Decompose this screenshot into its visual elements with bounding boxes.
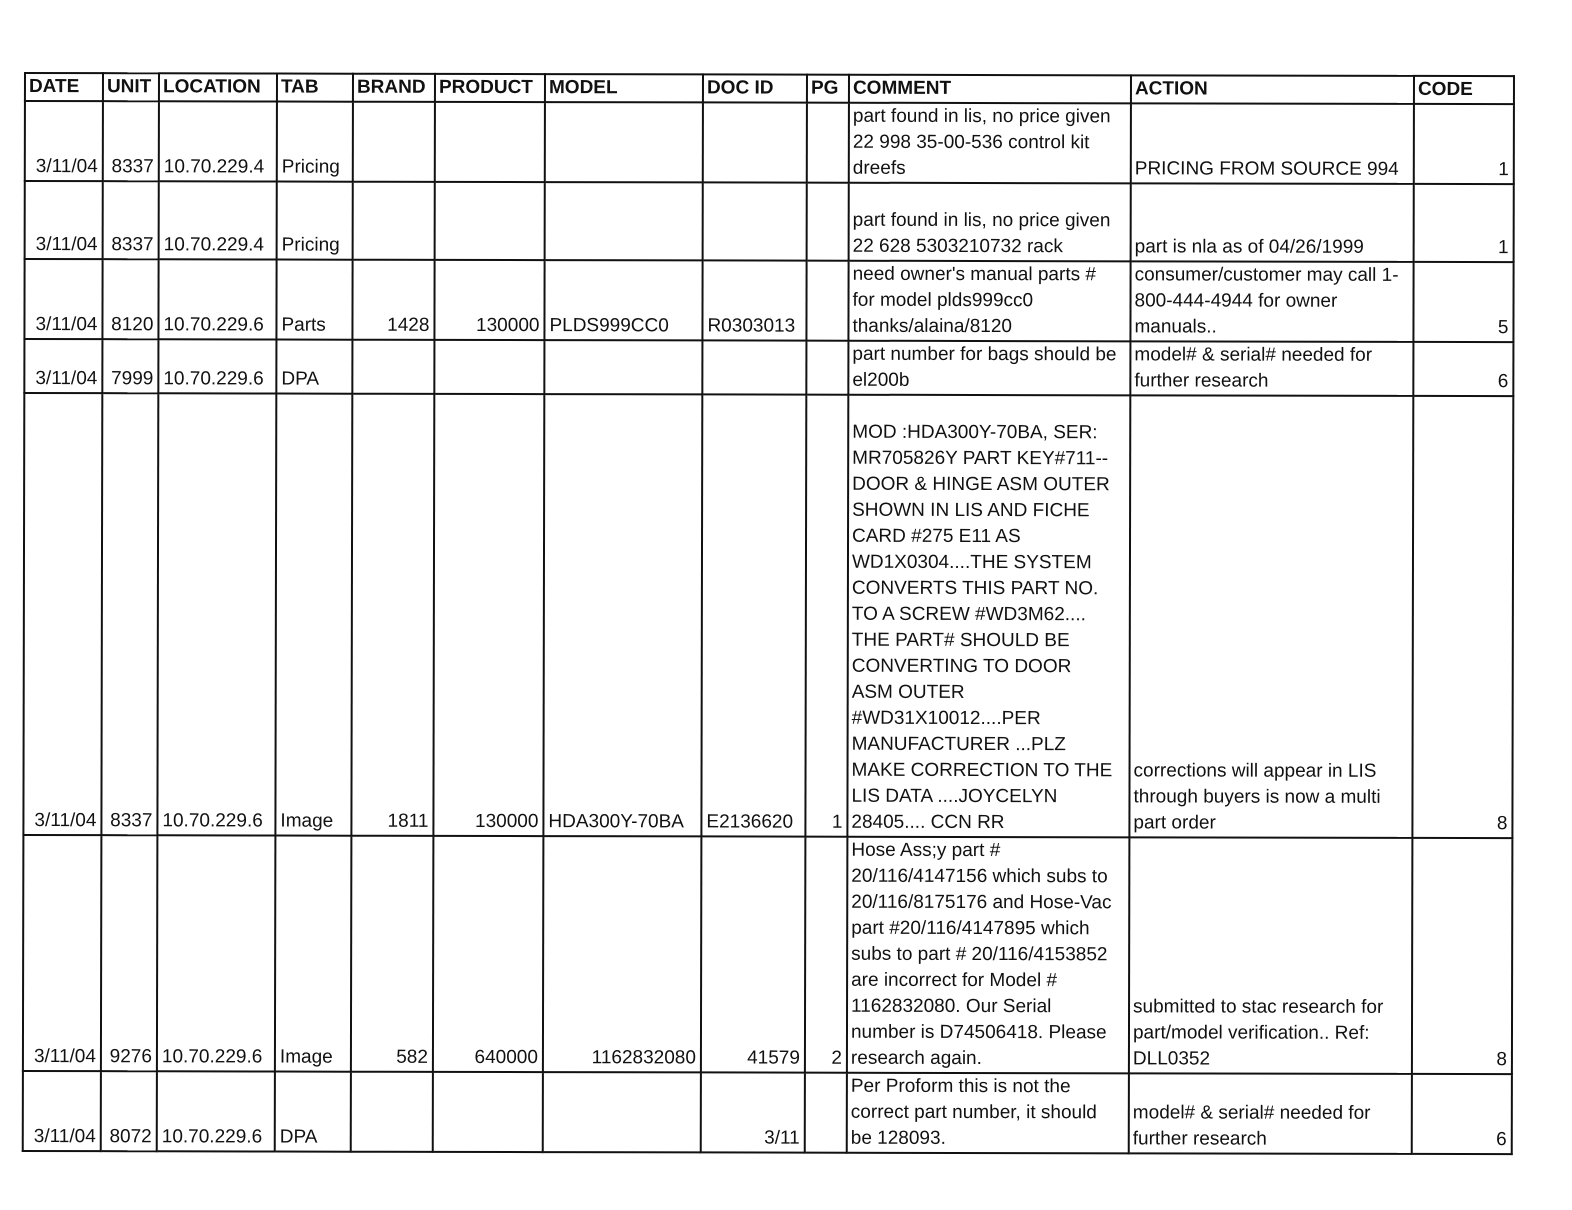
cell-location: 10.70.229.6 xyxy=(158,259,276,339)
table-row xyxy=(23,1071,1512,1154)
cell-action: model# & serial# needed for further research xyxy=(1129,1073,1412,1154)
cell-model: 1162832080 xyxy=(543,836,701,1072)
cell-unit: 8337 xyxy=(103,101,159,181)
cell-comment: part found in lis, no price given 22 998 35-00-536 control kit dreefs xyxy=(849,103,1131,184)
cell-model xyxy=(545,182,703,260)
cell-unit: 8337 xyxy=(101,393,158,835)
header-location: LOCATION xyxy=(159,73,277,101)
table-row xyxy=(24,339,1513,396)
table-row xyxy=(25,181,1514,262)
header-comment: COMMENT xyxy=(849,75,1131,104)
header-doc-id: DOC ID xyxy=(703,74,807,102)
cell-tab: Pricing xyxy=(277,182,353,260)
cell-code: 1 xyxy=(1414,104,1514,184)
cell-code: 8 xyxy=(1412,396,1513,838)
cell-brand: 1811 xyxy=(351,394,434,836)
cell-date: 3/11/04 xyxy=(23,1071,101,1151)
cell-pg xyxy=(807,183,849,261)
cell-date: 3/11/04 xyxy=(25,181,103,259)
cell-unit: 8337 xyxy=(103,181,159,259)
header-model: MODEL xyxy=(545,74,703,102)
cell-action: part is nla as of 04/26/1999 xyxy=(1131,183,1414,262)
cell-action: model# & serial# needed for further research xyxy=(1130,341,1413,396)
cell-pg xyxy=(806,261,848,341)
cell-comment: MOD :HDA300Y-70BA, SER: MR705826Y PART KEY#711-- DOOR & HINGE ASM OUTER SHOWN IN LIS AND FICHE CARD #275 E11 AS WD1X0304....THE SYSTEM CONVERTS THIS PART NO. TO A SCREW #WD3M62.... THE PART# SHOULD BE CONVERTING TO DOOR ASM OUTER #WD31X10012....PER MANUFACTURER ...PLZ MAKE CORRECTION TO THE LIS DATA ....JOYCELYN 28405.... CCN RR xyxy=(847,395,1130,838)
cell-product xyxy=(435,182,545,260)
cell-pg: 1 xyxy=(805,395,848,837)
cell-doc-id xyxy=(703,182,807,260)
cell-product: 640000 xyxy=(433,836,543,1072)
cell-model xyxy=(543,1072,701,1152)
cell-unit: 8072 xyxy=(101,1071,157,1151)
cell-brand xyxy=(351,1072,433,1152)
cell-tab: DPA xyxy=(275,1072,351,1152)
cell-comment: Hose Ass;y part # 20/116/4147156 which subs to 20/116/8175176 and Hose-Vac part #20/116/4147895 which subs to part # 20/116/4153852 are incorrect for Model # 1162832080. Our Serial number is D74506418. Please research again. xyxy=(847,837,1129,1074)
cell-tab: Image xyxy=(275,394,352,836)
cell-brand: 582 xyxy=(351,836,433,1072)
cell-date: 3/11/04 xyxy=(23,393,102,835)
cell-brand xyxy=(353,102,435,182)
header-row xyxy=(25,73,1514,104)
cell-date: 3/11/04 xyxy=(24,339,102,393)
cell-product: 130000 xyxy=(434,260,544,340)
cell-date: 3/11/04 xyxy=(24,259,102,339)
cell-brand: 1428 xyxy=(352,260,434,340)
cell-doc-id xyxy=(703,102,807,182)
cell-model: HDA300Y-70BA xyxy=(543,394,702,836)
table-row xyxy=(24,259,1513,342)
cell-action: corrections will appear in LIS through buyers is now a multi part order xyxy=(1129,395,1413,838)
cell-location: 10.70.229.4 xyxy=(159,181,277,259)
cell-code: 5 xyxy=(1413,262,1513,342)
cell-location: 10.70.229.6 xyxy=(157,1071,275,1151)
header-date: DATE xyxy=(25,73,103,101)
cell-pg xyxy=(805,1073,847,1153)
cell-code: 6 xyxy=(1413,342,1513,396)
cell-pg xyxy=(806,341,848,395)
cell-code: 8 xyxy=(1412,838,1512,1074)
cell-product xyxy=(435,102,545,182)
cell-brand xyxy=(352,340,434,394)
cell-code: 1 xyxy=(1414,184,1514,262)
cell-model xyxy=(544,340,702,394)
log-table xyxy=(22,72,1515,1155)
cell-unit: 9276 xyxy=(101,835,157,1071)
cell-product xyxy=(433,1072,543,1152)
cell-comment: Per Proform this is not the correct part number, it should be 128093. xyxy=(847,1073,1129,1154)
cell-action: submitted to stac research for part/model verification.. Ref: DLL0352 xyxy=(1129,837,1412,1074)
cell-doc-id: 3/11 xyxy=(701,1072,805,1152)
cell-model: PLDS999CC0 xyxy=(544,260,702,340)
table-row xyxy=(23,835,1512,1074)
cell-comment: need owner's manual parts # for model plds999cc0 thanks/alaina/8120 xyxy=(848,261,1130,342)
cell-comment: part number for bags should be el200b xyxy=(848,341,1130,396)
cell-location: 10.70.229.6 xyxy=(158,339,276,393)
cell-comment: part found in lis, no price given 22 628 5303210732 rack xyxy=(849,183,1131,262)
cell-model xyxy=(545,102,703,182)
cell-code: 6 xyxy=(1412,1074,1512,1154)
header-tab: TAB xyxy=(277,74,353,102)
header-unit: UNIT xyxy=(103,73,159,101)
header-product: PRODUCT xyxy=(435,74,545,102)
header-pg: PG xyxy=(807,75,849,103)
cell-location: 10.70.229.4 xyxy=(159,101,277,181)
cell-unit: 7999 xyxy=(102,339,158,393)
cell-tab: DPA xyxy=(276,340,352,394)
cell-tab: Pricing xyxy=(277,102,353,182)
cell-action: PRICING FROM SOURCE 994 xyxy=(1131,103,1414,184)
cell-action: consumer/customer may call 1- 800-444-4944 for owner manuals.. xyxy=(1130,261,1413,342)
cell-doc-id xyxy=(702,340,806,394)
cell-pg: 2 xyxy=(805,837,847,1073)
cell-product: 130000 xyxy=(433,394,544,836)
cell-date: 3/11/04 xyxy=(25,101,103,181)
cell-date: 3/11/04 xyxy=(23,835,101,1071)
header-action: ACTION xyxy=(1131,75,1414,104)
cell-location: 10.70.229.6 xyxy=(157,393,276,835)
header-brand: BRAND xyxy=(353,74,435,102)
cell-doc-id: R0303013 xyxy=(702,260,806,340)
cell-product xyxy=(434,340,544,394)
cell-pg xyxy=(807,103,849,183)
cell-unit: 8120 xyxy=(102,259,158,339)
cell-location: 10.70.229.6 xyxy=(157,835,275,1071)
header-code: CODE xyxy=(1414,76,1514,104)
table-row xyxy=(23,393,1513,838)
cell-tab: Parts xyxy=(276,260,352,340)
cell-doc-id: 41579 xyxy=(701,836,805,1072)
cell-doc-id: E2136620 xyxy=(701,394,806,836)
table-row xyxy=(25,101,1514,184)
cell-tab: Image xyxy=(275,836,351,1072)
cell-brand xyxy=(353,182,435,260)
